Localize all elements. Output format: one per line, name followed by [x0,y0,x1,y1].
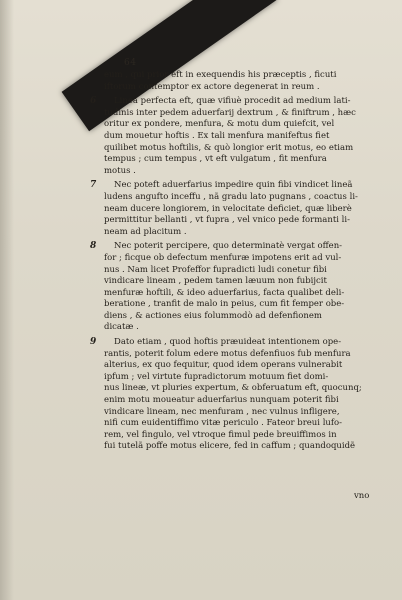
text-line: quilibet motus hoftilis, & quò longior erit motus, eo etiam [104,142,354,153]
text-line: Nec poterit percipere, quo determinatè vergat offen- [114,241,343,252]
paragraph-number: 9 [90,337,97,348]
page-number: 64 [124,58,137,68]
text-line: rem, vel fingulo, vel vtroque fimul pede breuiffimos in [104,429,337,440]
paragraph [90,180,376,238]
paragraph-number: 7 [90,180,97,191]
text-line: nus . Nam licet Profeffor fupradicti ludi conetur fibi [104,264,327,275]
text-line: iftorum contemptor ex actore degenerat in reum . [104,81,320,92]
text-line: neam ducere longiorem, in velocitate deficiet, quæ liberè [104,203,352,214]
text-line: Nec poteft aduerfarius impedire quin fibi vindicet lineã [114,180,353,191]
text-line: rantis, poterit folum edere motus defenfiuos fub menfura [104,348,351,359]
text-line: nifi cum euidentiffimo vitæ periculo . Fateor breui lufo- [104,418,343,429]
text-line: diens , & actiones eius folummodò ad defenfionem [104,310,322,321]
paragraph [104,70,376,93]
text-line: menfuræ hoftili, & ideo aduerfarius, facta qualibet deli- [104,287,345,298]
text-line: vindicare lineam , pedem tamen læuum non fubijcit [104,276,327,287]
page-gutter-shadow [0,0,14,600]
paragraph-number: 6 [90,96,97,107]
text-line: ipfum ; vel virtute fupradictorum motuum fiet domi- [104,371,329,382]
text-line: permittitur bellanti , vt fupra , vel vnico pede formanti li- [104,215,350,226]
paragraph [90,241,376,334]
paragraph-number: 8 [90,241,97,252]
text-line: alterius, ex quo fequitur, quod idem operans vulnerabit [104,360,343,371]
text-line: dicatæ . [104,322,139,333]
text-line: fui tutelã poffe motus elicere, fed in caffum ; quandoquidẽ [104,441,356,452]
text-line: motus . [104,165,136,176]
text-line: vindicare lineam, nec menfuram , nec vulnus infligere, [104,406,340,417]
paragraph [90,96,376,177]
text-line: beratione , tranfit de malo in peius, cum fit femper obe- [104,299,345,310]
text-line: tempus ; cum tempus , vt eft vulgatum , fit menfura [104,154,327,165]
text-line: tudinis inter pedem aduerfarij dextrum , & finiftrum , hæc [104,107,356,118]
text-line: for ; ficque ob defectum menfuræ impotens erit ad vul- [104,252,342,263]
text-line: eum , qui prior eft in exequendis his præceptis , ficuti [104,70,337,80]
text-line: Linea perfecta eft, quæ vifiuè procedit ad medium lati- [114,96,351,107]
text-line: ludens angufto inceffu , nã gradu lato pugnans , coactus li- [104,191,358,202]
text-line: dum mouetur hoftis . Ex tali menfura manifeftus fiet [104,130,330,141]
text-line: neam ad placitum . [104,226,187,237]
text-line: oritur ex pondere, menfura, & motu dum quiefcit, vel [104,119,335,130]
text-line: nus lineæ, vt pluries expertum, & obferuatum eft, quocunq; [104,383,362,394]
paragraph [90,337,376,453]
text-line: enim motu moueatur aduerfarius nunquam poterit fibi [104,395,339,406]
text-block [90,70,376,453]
text-line: Dato etiam , quod hoftis præuideat intentionem ope- [114,337,342,348]
catchword: vno [354,491,370,501]
